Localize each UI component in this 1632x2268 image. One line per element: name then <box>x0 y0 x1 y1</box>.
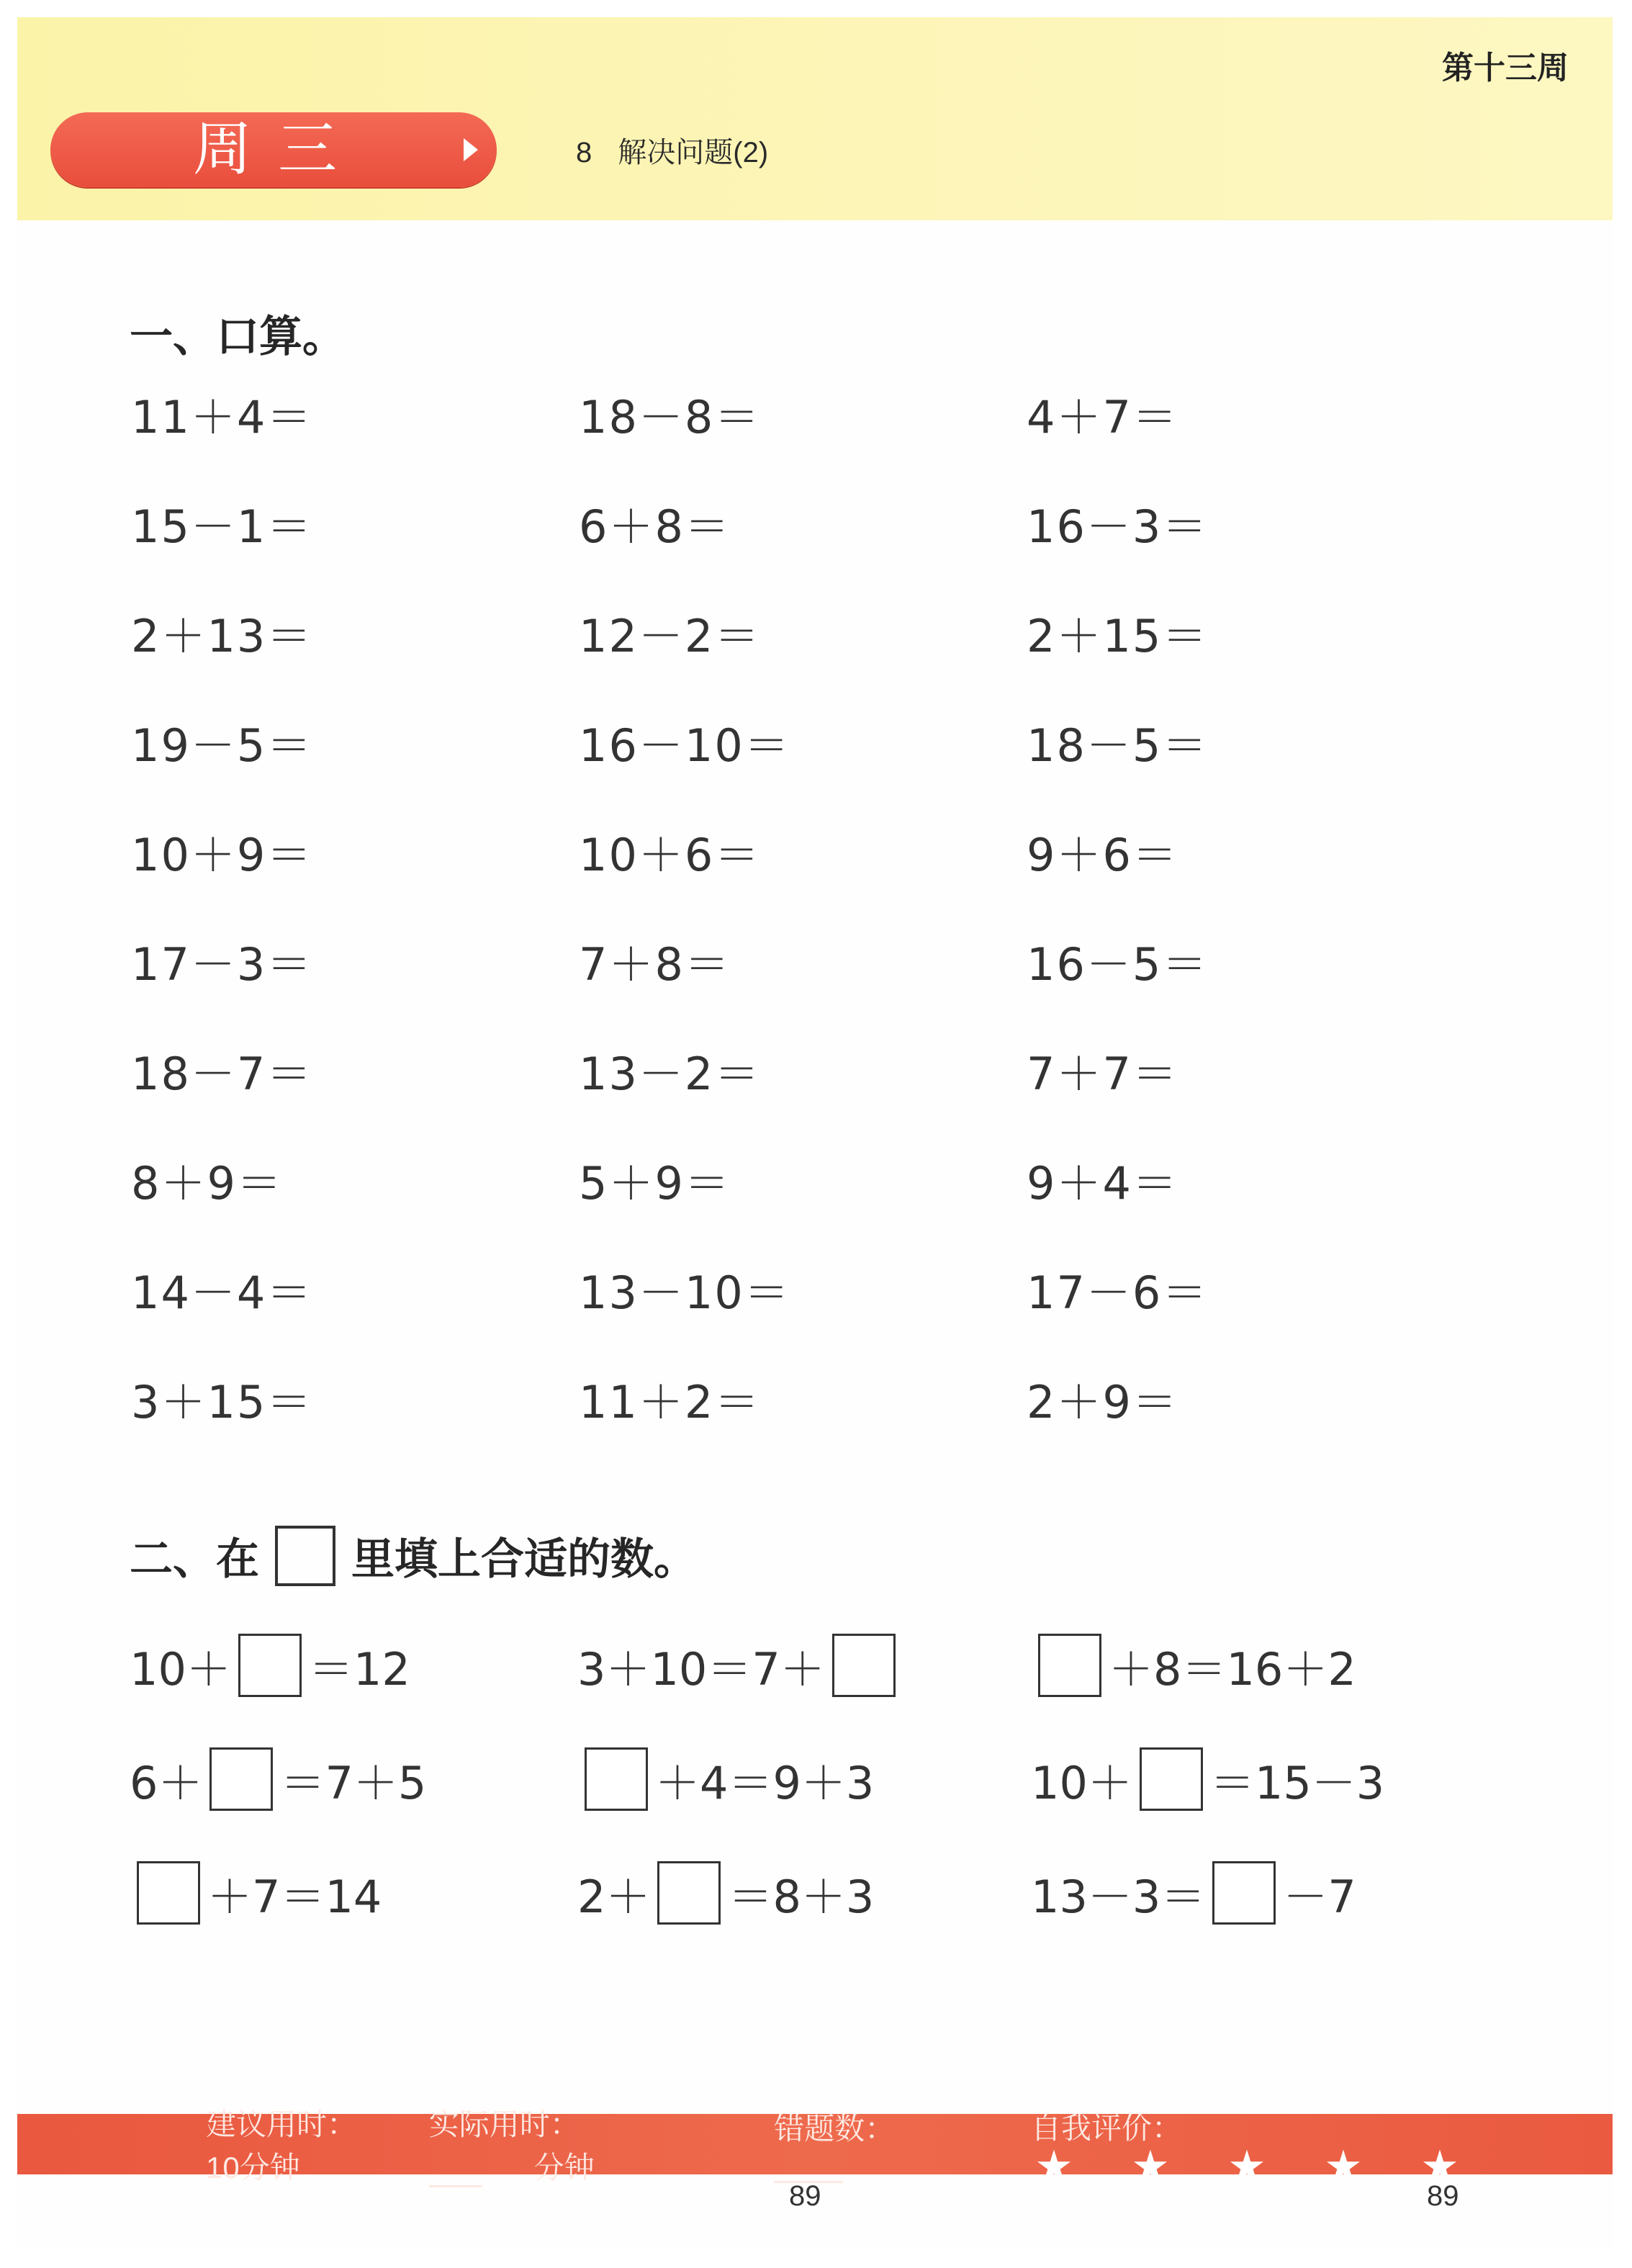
error-count-label: 错题数： <box>774 2112 896 2146</box>
answer-box[interactable] <box>209 1747 273 1811</box>
section-2-title-prefix: 二、在 <box>130 1534 259 1585</box>
actual-time-unit: 分钟 <box>533 2151 595 2184</box>
answer-box[interactable] <box>1212 1861 1276 1925</box>
answer-box[interactable] <box>1038 1634 1101 1697</box>
math-equation: 3＋15＝ <box>131 1376 313 1428</box>
math-equation: 2＋15＝ <box>1027 610 1209 662</box>
week-label: 第十三周 <box>1442 50 1569 86</box>
math-equation: 18－8＝ <box>579 391 761 444</box>
day-label: 周三 <box>193 115 364 184</box>
math-equation: 13－10＝ <box>579 1266 790 1319</box>
mental-math-grid <box>131 389 1398 1483</box>
equation-after: －7 <box>1283 1870 1356 1923</box>
title-square-icon <box>275 1526 335 1586</box>
math-equation: 17－3＝ <box>131 938 313 991</box>
math-equation: 18－7＝ <box>131 1048 313 1100</box>
flower-star-icon[interactable] <box>1423 2149 1457 2184</box>
equation-after: ＝7＋5 <box>280 1756 427 1809</box>
fill-in-equation <box>577 1860 1031 1925</box>
equation-after: ＝8＋3 <box>728 1870 875 1923</box>
triangle-arrow-icon <box>464 138 478 161</box>
math-equation: 17－6＝ <box>1027 1266 1209 1319</box>
footer-bar <box>17 2107 1613 2184</box>
math-equation: 14－4＝ <box>131 1266 313 1319</box>
equation-before: 3＋10＝7＋ <box>577 1642 825 1696</box>
page-number-right: 89 <box>1427 2180 1459 2212</box>
answer-box[interactable] <box>657 1861 721 1925</box>
page-number-center: 89 <box>789 2180 821 2212</box>
day-pill <box>50 112 497 187</box>
lesson-title <box>576 130 768 171</box>
section-1-title: 一、口算。 <box>130 312 346 362</box>
math-equation: 2＋13＝ <box>131 610 313 662</box>
fill-in-equation <box>130 1860 577 1925</box>
fill-in-equation <box>577 1633 1031 1698</box>
math-equation: 6＋8＝ <box>579 500 731 553</box>
math-equation: 18－5＝ <box>1027 719 1209 772</box>
equation-after: ＝15－3 <box>1209 1756 1385 1809</box>
actual-time-label: 实际用时： <box>428 2107 580 2141</box>
math-equation: 7＋8＝ <box>579 938 731 991</box>
equation-before: 10＋ <box>130 1642 231 1696</box>
fill-in-equation <box>577 1747 1031 1812</box>
fill-in-equation <box>1031 1747 1463 1812</box>
equation-before: 2＋ <box>577 1870 651 1923</box>
equation-after: ＋7＝14 <box>207 1870 382 1923</box>
flower-star-icon[interactable] <box>1326 2149 1361 2184</box>
math-equation: 10＋6＝ <box>579 829 761 881</box>
lesson-number: 8 <box>576 137 592 168</box>
math-equation: 16－3＝ <box>1027 500 1209 553</box>
self-eval-label: 自我评价： <box>1031 2110 1183 2145</box>
self-evaluation <box>1031 2105 1561 2184</box>
flower-star-icon[interactable] <box>1037 2149 1071 2184</box>
math-equation: 11＋2＝ <box>579 1376 761 1428</box>
equation-after: ＋4＝9＋3 <box>655 1756 875 1809</box>
math-equation: 2＋9＝ <box>1027 1376 1178 1428</box>
actual-time-blank[interactable] <box>429 2164 482 2187</box>
fill-in-grid <box>130 1633 1463 1974</box>
answer-box[interactable] <box>238 1634 302 1697</box>
math-equation: 9＋4＝ <box>1027 1157 1178 1210</box>
math-equation: 16－10＝ <box>579 719 790 772</box>
math-equation: 16－5＝ <box>1027 938 1209 991</box>
math-equation: 8＋9＝ <box>131 1157 283 1210</box>
answer-box[interactable] <box>832 1634 896 1697</box>
lesson-name: 解决问题(2) <box>618 137 769 168</box>
math-equation: 11＋4＝ <box>131 391 313 444</box>
answer-box[interactable] <box>585 1747 648 1811</box>
equation-before: 6＋ <box>130 1756 203 1809</box>
error-count <box>774 2105 979 2183</box>
math-equation: 5＋9＝ <box>579 1157 731 1210</box>
math-equation: 19－5＝ <box>131 719 313 772</box>
math-equation: 13－2＝ <box>579 1048 761 1100</box>
suggested-time: 建议用时：10分钟 <box>206 2107 358 2184</box>
math-equation: 9＋6＝ <box>1027 829 1178 881</box>
math-equation: 15－1＝ <box>131 500 313 553</box>
section-2-title <box>130 1525 697 1587</box>
flower-star-icon[interactable] <box>1230 2149 1264 2184</box>
equation-before: 10＋ <box>1031 1756 1132 1809</box>
equation-after: ＋8＝16＋2 <box>1109 1642 1356 1696</box>
fill-in-equation <box>1031 1633 1463 1698</box>
fill-in-equation <box>130 1633 577 1698</box>
math-equation: 12－2＝ <box>579 610 761 662</box>
math-equation: 7＋7＝ <box>1027 1048 1178 1100</box>
equation-after: ＝12 <box>308 1642 410 1696</box>
math-equation: 4＋7＝ <box>1027 391 1178 444</box>
math-equation: 10＋9＝ <box>131 829 313 881</box>
flower-star-icon[interactable] <box>1133 2149 1168 2184</box>
actual-time <box>429 2101 723 2187</box>
fill-in-equation <box>130 1747 577 1812</box>
section-2-title-suffix: 里填上合适的数。 <box>351 1534 697 1585</box>
answer-box[interactable] <box>1140 1747 1203 1811</box>
equation-before: 13－3＝ <box>1031 1870 1206 1923</box>
fill-in-equation <box>1031 1860 1463 1925</box>
answer-box[interactable] <box>137 1861 200 1925</box>
